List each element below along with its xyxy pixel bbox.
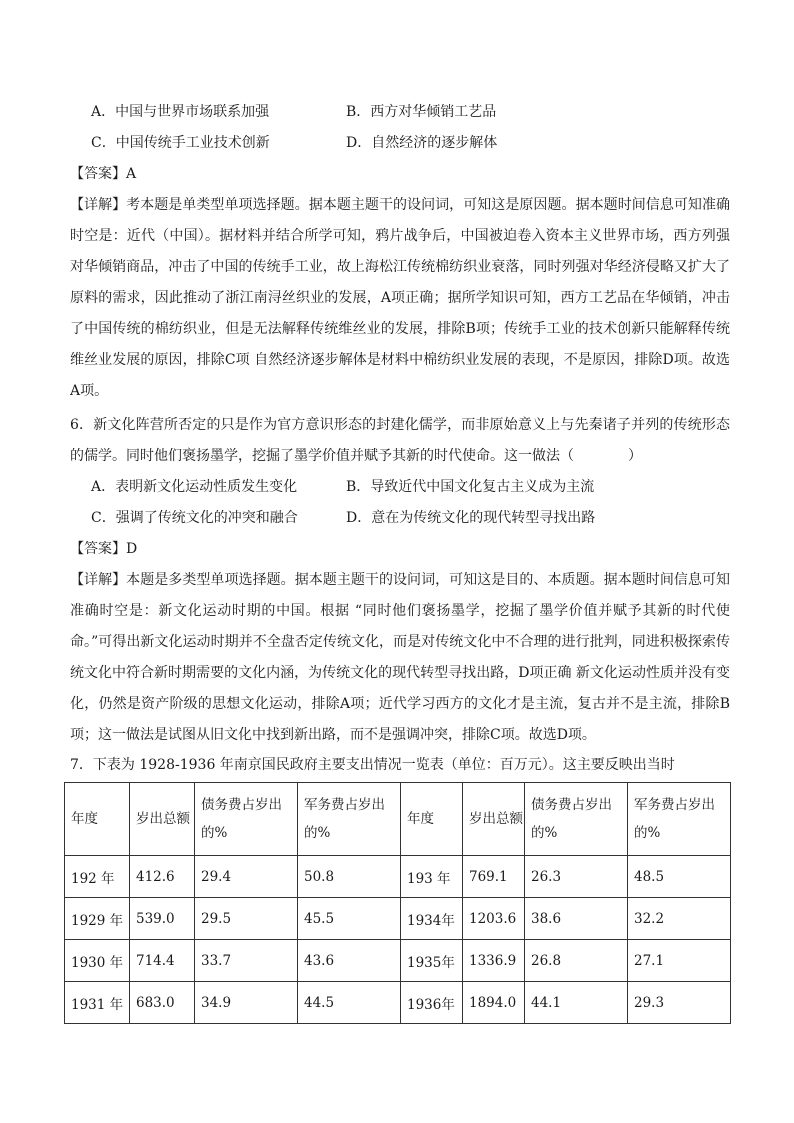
- table-row: [65, 856, 731, 898]
- q6-answer: 【答案】D: [70, 541, 138, 557]
- table-header-row: [65, 783, 731, 856]
- q5-answer: 【答案】A: [70, 166, 137, 182]
- table-cell: 412.6: [130, 856, 195, 898]
- q5-option-c: C．中国传统手工业技术创新: [91, 135, 270, 151]
- table-cell: 43.6: [298, 940, 401, 982]
- table-cell: 714.4: [130, 940, 195, 982]
- q5-detail: 【详解】考本题是单类型单项选择题。据本题主题干的设问词，可知这是原因题。据本题时间信息可知准确时空是：近代（中国）。据材料并结合所学可知，鸦片战争后，中国被迫卷入资本主义世界市场，西方列强对华倾销商品，冲击了中国的传统手工业，故上海松江传统棉纺织业衰落，同时列强对华经济侵略又扩大了原料的需求，因此推动了浙江南浔丝织业的发展，A项正确；据所学知识可知，西方工艺品在华倾销，冲击了中国传统的棉纺织业，但是无法解释传统维丝业的发展，排除B项；传统手工业的技术创新只能解释传统维丝业发展的原因，排除C项 自然经济逐步解体是材料中棉纺织业发展的表现，不是原因，排除D项。故选A项。: [70, 197, 730, 399]
- q6-stem-close: ）: [628, 448, 642, 464]
- table-cell: 683.0: [130, 982, 195, 1024]
- table-row: [65, 982, 731, 1024]
- q6-option-a: A．表明新文化运动性质发生变化: [91, 479, 298, 495]
- q6-detail: 【详解】本题是多类型单项选择题。据本题主题干的设问词，可知这是目的、本质题。据本题时间信息可知准确时空是：新文化运动时期的中国。根据 “同时他们褒扬墨学，挖掘了墨学价值并赋予其新的时代使命。”可得出新文化运动时期并不全盘否定传统文化，而是对传统文化中不合理的进行批判，同进积极探索传统文化中符合新时期需要的文化内涵，为传统文化的现代转型寻找出路，D项正确 新文化运动性质并没有变化，仍然是资产阶级的思想文化运动，排除A项；近代学习西方的文化才是主流，复古并不是主流，排除B项；这一做法是试图从旧文化中找到新出路，而不是强调冲突，排除C项。故选D项。: [70, 572, 730, 743]
- table-cell: 50.8: [298, 856, 401, 898]
- table-cell: 33.7: [195, 940, 298, 982]
- expenditure-table: [64, 782, 731, 1024]
- table-cell: 32.2: [628, 898, 731, 940]
- table-cell: 1936年: [401, 982, 463, 1024]
- table-cell: 44.1: [525, 982, 628, 1024]
- col-header-total-2: 岁出总额: [463, 783, 525, 856]
- table-cell: 769.1: [463, 856, 525, 898]
- table-cell: 29.5: [195, 898, 298, 940]
- table-cell: 193 年: [401, 856, 463, 898]
- q6-stem-text: 6．新文化阵营所否定的只是作为官方意识形态的封建化儒学，而非原始意义上与先秦诸子并列的传统形态的儒学。同时他们褒扬墨学，挖掘了墨学价值并赋予其新的时代使命。这一做法（: [70, 417, 730, 464]
- table-cell: 1930 年: [65, 940, 130, 982]
- table-cell: 27.1: [628, 940, 731, 982]
- table-cell: 1336.9: [463, 940, 525, 982]
- table-cell: 539.0: [130, 898, 195, 940]
- table-cell: 26.8: [525, 940, 628, 982]
- table-cell: 1929 年: [65, 898, 130, 940]
- q5-option-b: B．西方对华倾销工艺品: [346, 104, 497, 120]
- table-cell: 192 年: [65, 856, 130, 898]
- q5-option-a: A．中国与世界市场联系加强: [91, 104, 270, 120]
- col-header-total: 岁出总额: [130, 783, 195, 856]
- table-cell: 44.5: [298, 982, 401, 1024]
- table-cell: 48.5: [628, 856, 731, 898]
- col-header-year-2: 年度: [401, 783, 463, 856]
- table-cell: 1894.0: [463, 982, 525, 1024]
- table-cell: 34.9: [195, 982, 298, 1024]
- q6-option-d: D．意在为传统文化的现代转型寻找出路: [346, 510, 596, 526]
- table-cell: 29.4: [195, 856, 298, 898]
- q6-option-b: B．导致近代中国文化复古主义成为主流: [346, 479, 595, 495]
- table-row: [65, 940, 731, 982]
- col-header-military-pct: 军务费占岁出的%: [298, 783, 401, 856]
- table-cell: 29.3: [628, 982, 731, 1024]
- q7-stem: 7．下表为 1928-1936 年南京国民政府主要支出情况一览表（单位：百万元）。这主要反映出当时: [70, 757, 675, 773]
- table-cell: 26.3: [525, 856, 628, 898]
- table-cell: 38.6: [525, 898, 628, 940]
- q6-stem: [70, 410, 730, 472]
- table-cell: 1203.6: [463, 898, 525, 940]
- table-cell: 1934年: [401, 898, 463, 940]
- col-header-debt-pct-2: 债务费占岁出的%: [525, 783, 628, 856]
- table-cell: 1935年: [401, 940, 463, 982]
- table-row: [65, 898, 731, 940]
- col-header-debt-pct: 债务费占岁出的%: [195, 783, 298, 856]
- table-cell: 1931 年: [65, 982, 130, 1024]
- q5-option-d: D．自然经济的逐步解体: [346, 135, 498, 151]
- table-cell: 45.5: [298, 898, 401, 940]
- col-header-year: 年度: [65, 783, 130, 856]
- col-header-military-pct-2: 军务费占岁出的%: [628, 783, 731, 856]
- q6-option-c: C．强调了传统文化的冲突和融合: [91, 510, 298, 526]
